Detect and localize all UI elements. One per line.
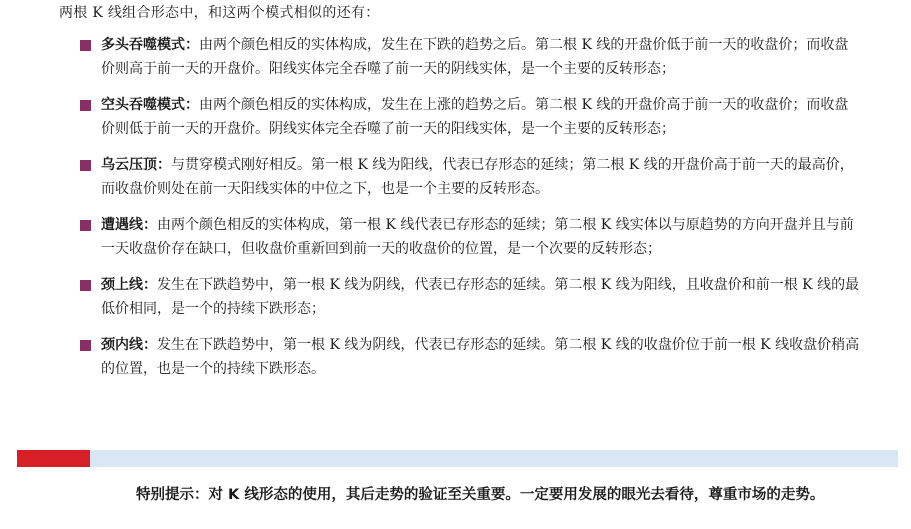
- item-term: 颈内线：: [101, 337, 157, 353]
- square-bullet-icon: [80, 340, 91, 351]
- item-term: 颈上线：: [101, 277, 157, 293]
- list-item: [80, 334, 860, 381]
- list-item: [80, 94, 860, 141]
- square-bullet-icon: [80, 220, 91, 231]
- item-term: 多头吞噬模式：: [101, 37, 199, 53]
- pattern-list: [80, 34, 860, 394]
- list-item: [80, 154, 860, 201]
- item-term: 乌云压顶：: [101, 157, 171, 173]
- special-tip: 特别提示：对 K 线形态的使用，其后走势的验证至关重要。一定要用发展的眼光去看待，尊重市场的走势。: [136, 487, 825, 503]
- square-bullet-icon: [80, 160, 91, 171]
- item-description: 与贯穿模式刚好相反。第一根 K 线为阳线，代表已存形态的延续；第二根 K 线的开盘价高于前一天的最高价，而收盘价则处在前一天阳线实体的中位之下，也是一个主要的反转形态。: [101, 157, 854, 197]
- item-description: 由两个颜色相反的实体构成，发生在下跌的趋势之后。第二根 K 线的开盘价低于前一天的收盘价；而收盘价则高于前一天的开盘价。阳线实体完全吞噬了前一天的阴线实体，是一个主要的反转形态；: [101, 37, 849, 77]
- item-description: 由两个颜色相反的实体构成，第一根 K 线代表已存形态的延续；第二根 K 线实体以与原趋势的方向开盘并且与前一天收盘价存在缺口，但收盘价重新回到前一天的收盘价的位置，是一个次要的反转形态；: [101, 217, 854, 257]
- item-description: 发生在下跌趋势中，第一根 K 线为阴线，代表已存形态的延续。第二根 K 线的收盘价位于前一根 K 线收盘价稍高的位置，也是一个的持续下跌形态。: [101, 337, 860, 377]
- square-bullet-icon: [80, 100, 91, 111]
- list-item: [80, 34, 860, 81]
- divider-accent: [17, 450, 90, 467]
- square-bullet-icon: [80, 280, 91, 291]
- list-item: [80, 274, 860, 321]
- list-item: [80, 214, 860, 261]
- item-description: 由两个颜色相反的实体构成，发生在上涨的趋势之后。第二根 K 线的开盘价高于前一天的收盘价；而收盘价则低于前一天的开盘价。阴线实体完全吞噬了前一天的阳线实体，是一个主要的反转形态；: [101, 97, 849, 137]
- item-term: 遭遇线：: [101, 217, 157, 233]
- section-divider-bar: [17, 450, 898, 467]
- intro-text: 两根 K 线组合形态中，和这两个模式相似的还有：: [59, 5, 380, 21]
- square-bullet-icon: [80, 40, 91, 51]
- item-description: 发生在下跌趋势中，第一根 K 线为阴线，代表已存形态的延续。第二根 K 线为阳线，且收盘价和前一根 K 线的最低价相同，是一个的持续下跌形态；: [101, 277, 860, 317]
- item-term: 空头吞噬模式：: [101, 97, 199, 113]
